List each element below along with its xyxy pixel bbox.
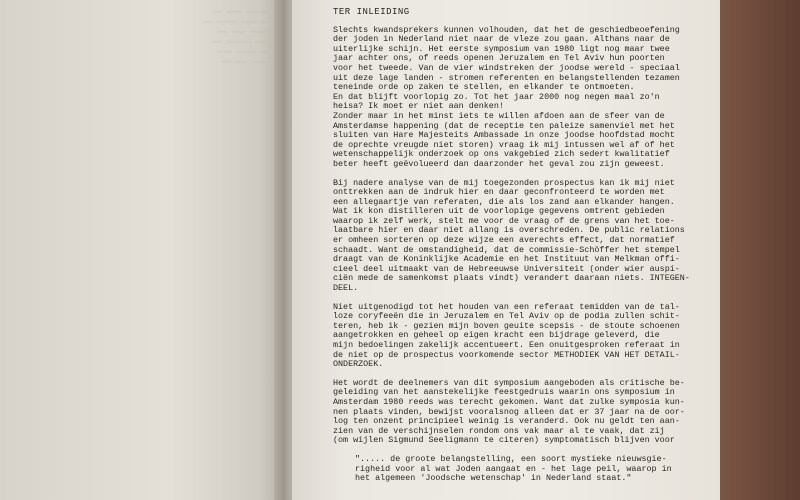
text-line: Amsterdam 1980 reeds was terecht gekomen. Want dat zulke symposia kun- <box>333 397 685 407</box>
text-line: de niet op de prospectus voorkomende sector METHODIEK VAN HET DETAIL- <box>333 350 680 360</box>
text-line: nen plaats vinden, bewijst vooralsnog alleen dat er 37 jaar na de oor- <box>333 407 685 417</box>
text-line: cieel deel uitmaakt van de Hebreeuwse Universiteit (onder wier auspi- <box>333 264 680 274</box>
paragraph-3 <box>333 303 725 370</box>
text-line: laatbare hier en daar niet allang is overschreden. De public relations <box>333 226 685 236</box>
page-heading: TER INLEIDING <box>333 7 410 17</box>
quote-line: "..... de groote belangstelling, een soort mystieke nieuwsgie- <box>355 454 667 464</box>
text-line: een allegaartje van referaten, die als los zand aan elkander hangen. <box>333 197 675 207</box>
quote-line: het algemeen 'Joodsche wetenschap' in Nederland staat." <box>355 474 632 484</box>
text-line: voor het tweede. Van de vier windstreken der joodse wereld - speciaal <box>333 63 680 73</box>
text-line: Slechts kwandsprekers kunnen volhouden, dat het de geschiedbeoefening <box>333 25 680 35</box>
text-line: zien van de verschijnselen rondom ons vak maar al te vaak, dat zij <box>333 426 665 436</box>
paragraph-4 <box>333 379 725 446</box>
text-line: Amsterdamse happening (dat de receptie ten paleize samenviel met het <box>333 121 675 131</box>
table-surface <box>720 0 800 500</box>
text-line: beter heeft geëvolueerd dan daarzonder het geval zou zijn geweest. <box>333 159 665 169</box>
text-line: jaar achter ons, of reeds openen Jeruzalem en Tel Aviv hun poorten <box>333 54 665 64</box>
page-text <box>333 8 725 493</box>
show-through-text: ————— ——— —— —— ——— ———— —— ———— ——— —— ——— ————— —— —— ———— ——— ———— —— —— <box>202 8 270 67</box>
text-line: Niet uitgenodigd tot het houden van een referaat temidden van de tal- <box>333 302 680 312</box>
block-quote <box>355 455 725 484</box>
paragraph-2 <box>333 179 725 294</box>
text-line: loze coryfeeën die in Jeruzalem en Tel Aviv op de podia zullen schit- <box>333 312 680 322</box>
quote-line: righeid voor al wat Joden aangaat en - het lage peil, waarop in <box>355 464 672 474</box>
text-line: uiterlijke schijn. Het eerste symposium van 1980 ligt nog maar twee <box>333 44 670 54</box>
text-line: DEEL. <box>333 284 359 294</box>
text-line: waarop ik zelf werk, stelt me voor de vraag of de grens van het toe- <box>333 216 675 226</box>
body-paragraphs <box>333 26 725 446</box>
text-line: wetenschappelijk onderzoek op ons vakgebied zich sedert kwalitatief <box>333 150 670 160</box>
text-line: teneinde orde op zaken te stellen, en elkander te ontmoeten. <box>333 83 635 93</box>
text-line: ONDERZOEK. <box>333 360 384 370</box>
text-line: mijn bedoelingen zakelijk accentueert. Een onuitgesproken referaat in <box>333 341 680 350</box>
paragraph-1 <box>333 26 725 170</box>
text-line: der joden in Nederland niet naar de vleze zou gaan. Althans naar de <box>333 35 670 45</box>
left-page <box>0 0 282 500</box>
text-line: ciën mede de samenkomst plaats vindt) verandert daaraan niets. INTEGEN- <box>333 274 690 284</box>
text-line: schaadt. Want de omstandigheid, dat de commissie-Schöffer het stempel <box>333 245 680 255</box>
text-line: log ten onzent principieel weinig is veranderd. Ook nu geldt ten aan- <box>333 417 680 427</box>
text-line: Wat ik kon distilleren uit de voorlopige gegevens omtrent gebieden <box>333 207 665 217</box>
text-line: uit deze lage landen - stromen referenten en belangstellenden tezamen <box>333 73 680 83</box>
text-line: draagt van de Koninklijke Academie en het Instituut van Melkman offi- <box>333 255 680 265</box>
text-line: Het wordt de deelnemers van dit symposium aangeboden als critische be- <box>333 378 685 388</box>
text-line: geleiding van het aanstekelijke feestgedruis waarin ons symposium in <box>333 388 675 398</box>
text-line: (om wijlen Sigmund Seeligmann te citeren) symptomatisch blijven voor <box>333 436 675 446</box>
text-line: heisa? Ik moet er niet aan denken! <box>333 102 504 112</box>
text-line: aangetrokken en geheel op eigen kracht een bijdrage geleverd, die <box>333 331 660 341</box>
text-line: teren, heb ik - gezien mijn boven geuite scepsis - de stoute schoenen <box>333 321 680 331</box>
text-line: de oprechte vreugde niet storen) vraag ik mij intussen wel af of het <box>333 140 675 150</box>
text-line: onttrekken aan de indruk hier en daar geconfronteerd te worden met <box>333 188 665 198</box>
text-line: Zonder maar in het minst iets te willen afdoen aan de sfeer van de <box>333 111 665 121</box>
text-line: Bij nadere analyse van de mij toegezonden prospectus kan ik mij niet <box>333 178 675 188</box>
text-line: En dat blijft voorlopig zo. Tot het jaar 2000 nog negen maal zo'n <box>333 92 660 102</box>
text-line: sluiten van Hare Majesteits Ambassade in onze joodse hoofdstad mocht <box>333 131 675 141</box>
text-line: er omheen sorteren op deze wijze een averechts effect, dat normatief <box>333 236 675 246</box>
